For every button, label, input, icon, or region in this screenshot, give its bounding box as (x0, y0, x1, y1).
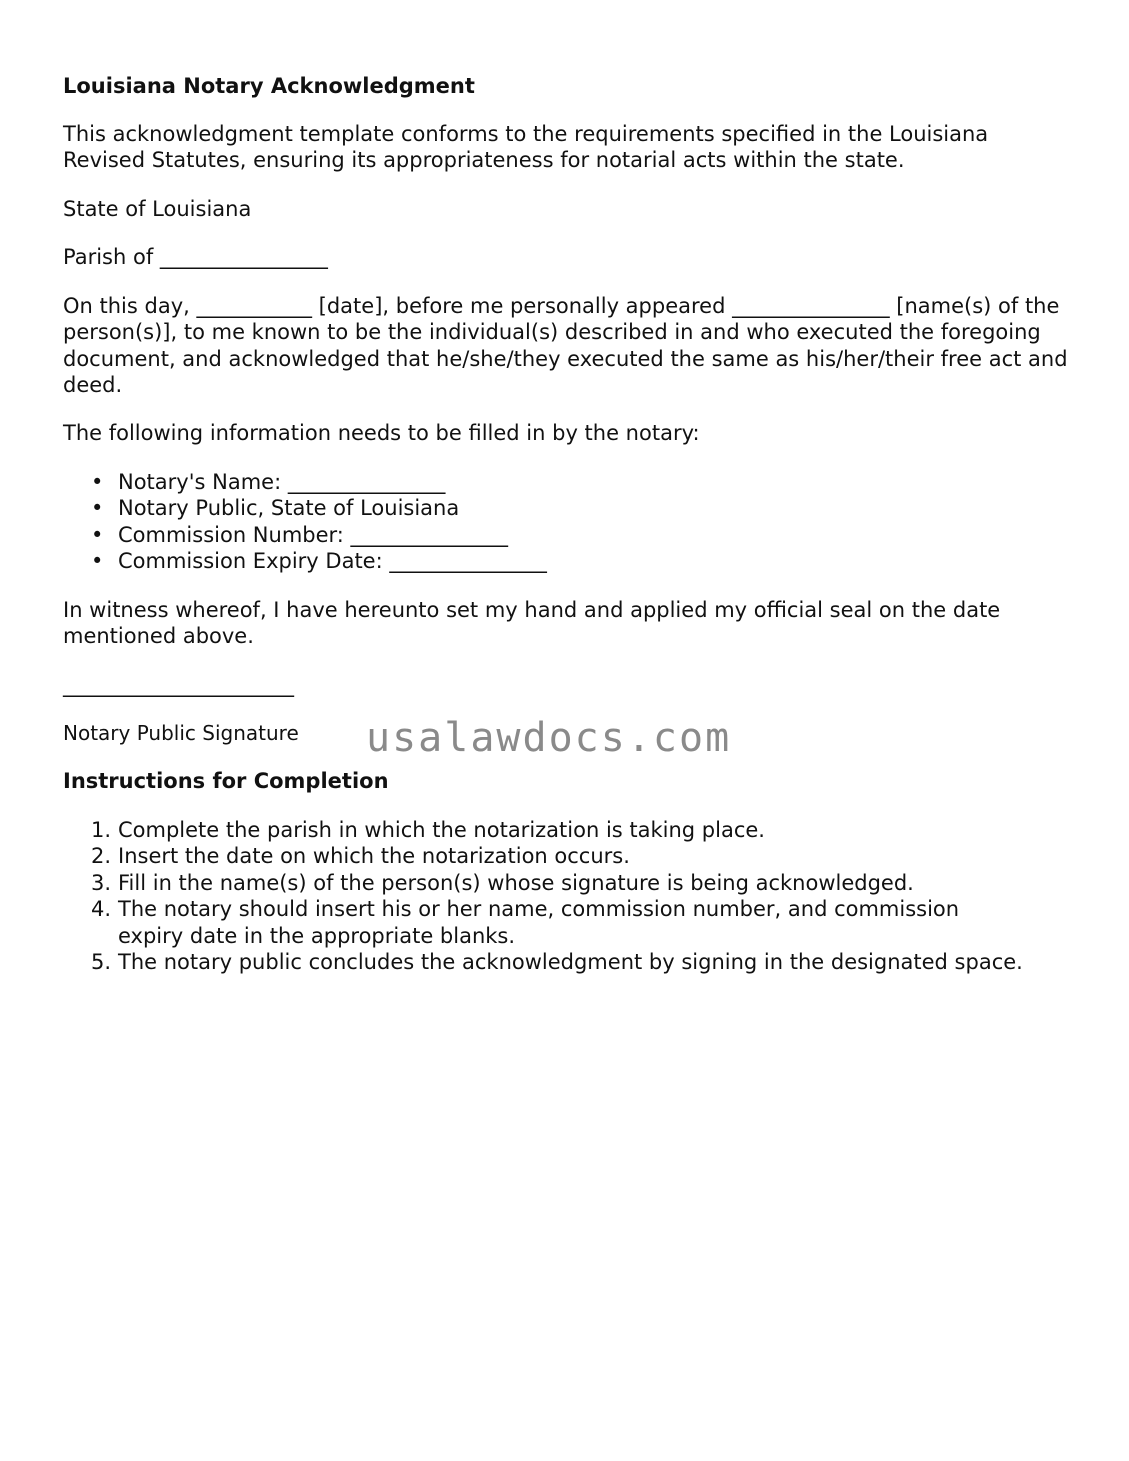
item-number: 5. (91, 950, 112, 975)
list-item: • Commission Expiry Date: _______________ (63, 548, 547, 574)
instructions-heading: Instructions for Completion (63, 769, 389, 793)
document-title: Louisiana Notary Acknowledgment (63, 74, 475, 98)
list-item (63, 843, 1023, 869)
item-text: Fill in the name(s) of the person(s) whose signature is being acknowledged. (118, 870, 914, 895)
item-text: Insert the date on which the notarization occurs. (118, 844, 630, 869)
list-item: • Commission Number: _______________ (63, 522, 547, 548)
list-item (63, 817, 1023, 843)
item-number: 2. (91, 844, 112, 869)
notary-info-list (63, 469, 547, 575)
list-item (63, 896, 1018, 949)
list-item (63, 870, 1023, 896)
signature-label: Notary Public Signature (63, 721, 299, 745)
item-text: The notary public concludes the acknowledgment by signing in the designated space. (118, 950, 1023, 975)
list-item (63, 949, 1023, 975)
item-number: 4. (91, 897, 112, 922)
list-item: • Notary Public, State of Louisiana (63, 495, 547, 521)
notary-info-intro: The following information needs to be filled in by the notary: (63, 421, 700, 445)
watermark-text: usalawdocs.com (366, 715, 732, 761)
signature-line: ______________________ (63, 673, 294, 697)
state-line: State of Louisiana (63, 197, 252, 221)
appearance-paragraph: On this day, ___________ [date], before me personally appeared _______________ [name(s) of the person(s)], to me known to be the individual(s) described in and who executed the foregoing document, and acknowledged that he/she/they executed the same as his/her/their free act and deed. (63, 294, 1068, 398)
item-text: The notary should insert his or her name, commission number, and commission expiry date in the appropriate blanks. (118, 897, 960, 948)
witness-paragraph: In witness whereof, I have hereunto set my hand and applied my official seal on the date mentioned above. (63, 598, 1001, 649)
intro-paragraph: This acknowledgment template conforms to the requirements specified in the Louisiana Revised Statutes, ensuring its appropriateness for notarial acts within the state. (63, 122, 989, 173)
item-number: 1. (91, 818, 112, 842)
list-item: • Notary's Name: _______________ (63, 469, 547, 495)
item-number: 3. (91, 870, 112, 895)
instructions-list (63, 817, 1023, 975)
parish-line: Parish of ________________ (63, 245, 328, 269)
item-text: Complete the parish in which the notarization is taking place. (118, 818, 765, 842)
